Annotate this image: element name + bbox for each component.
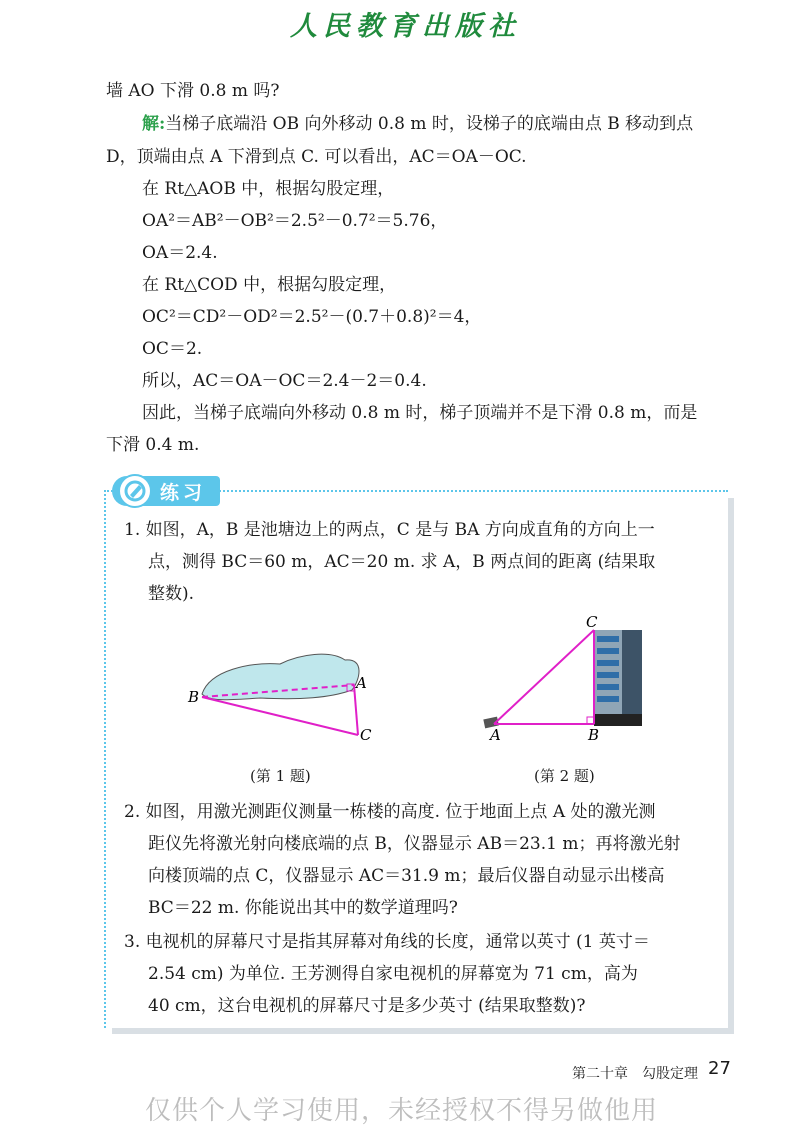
footer-chapter: 第二十章 勾股定理	[572, 1066, 698, 1082]
q1-line-1: 点，测得 BC＝60 m，AC＝20 m. 求 A，B 两点间的距离 (结果取	[148, 552, 656, 572]
solution-line-9: 所以，AC＝OA－OC＝2.4－2＝0.4.	[142, 371, 427, 391]
exercise-title: 练习	[160, 482, 207, 504]
pencil-icon	[120, 476, 150, 506]
figure-1-caption: (第 1 题)	[250, 767, 311, 785]
publisher-logo: 人民教育出版社	[290, 11, 521, 42]
q2-line-1: 距仪先将激光射向楼底端的点 B，仪器显示 AB＝23.1 m；再将激光射	[148, 834, 681, 854]
line-ac	[354, 685, 358, 735]
q1-line-2: 整数).	[148, 584, 195, 604]
solution-line-2: D，顶端由点 A 下滑到点 C. 可以看出，AC＝OA－OC.	[106, 147, 527, 167]
q3-line-0: 3. 电视机的屏幕尺寸是指其屏幕对角线的长度，通常以英寸 (1 英寸＝	[124, 932, 650, 952]
page-number: 27	[708, 1058, 731, 1079]
q3-line-1: 2.54 cm) 为单位. 王芳测得自家电视机的屏幕宽为 71 cm，高为	[148, 964, 638, 984]
q2-line-0: 2. 如图，用激光测距仪测量一栋楼的高度. 位于地面上点 A 处的激光测	[124, 802, 656, 822]
q2-line-3: BC＝22 m. 你能说出其中的数学道理吗?	[148, 898, 458, 918]
solution-line-0: 墙 AO 下滑 0.8 m 吗?	[106, 81, 280, 101]
figure-2-building	[470, 608, 670, 748]
line-bc	[202, 697, 358, 735]
q3-line-2: 40 cm，这台电视机的屏幕尺寸是多少英寸 (结果取整数)?	[148, 996, 586, 1016]
fig2-label-b: B	[588, 726, 600, 744]
figure-1-pond	[180, 640, 440, 760]
figure-2-caption: (第 2 题)	[534, 767, 595, 785]
solution-line-11: 下滑 0.4 m.	[106, 435, 200, 455]
q2-line-2: 向楼顶端的点 C，仪器显示 AC＝31.9 m；最后仪器自动显示出楼高	[148, 866, 665, 886]
fig1-label-a: A	[356, 674, 367, 692]
fig1-label-b: B	[188, 688, 200, 706]
solution-line-7: OC²＝CD²－OD²＝2.5²－(0.7＋0.8)²＝4，	[142, 307, 482, 327]
solution-line-1	[142, 113, 693, 135]
solution-line-10: 因此，当梯子底端向外移动 0.8 m 时，梯子顶端并不是下滑 0.8 m，而是	[142, 403, 698, 423]
watermark: 仅供个人学习使用，未经授权不得另做他用	[145, 1096, 659, 1126]
pond-shape	[202, 654, 359, 700]
fig1-label-c: C	[360, 726, 372, 744]
building	[594, 630, 642, 726]
exercise-icon	[118, 474, 152, 508]
solution-line-6: 在 Rt△COD 中，根据勾股定理，	[142, 275, 397, 295]
right-angle-b	[587, 717, 594, 724]
fig2-label-c: C	[586, 613, 598, 631]
solution-line-3: 在 Rt△AOB 中，根据勾股定理，	[142, 179, 395, 199]
solution-line-5: OA＝2.4.	[142, 243, 218, 263]
line-ac-building	[494, 630, 594, 724]
solution-line-8: OC＝2.	[142, 339, 203, 359]
q1-line-0: 1. 如图，A，B 是池塘边上的两点，C 是与 BA 方向成直角的方向上一	[124, 520, 655, 540]
solution-line-4: OA²＝AB²－OB²＝2.5²－0.7²＝5.76，	[142, 211, 448, 231]
solution-line-1-text: 当梯子底端沿 OB 向外移动 0.8 m 时，设梯子的底端由点 B 移动到点	[165, 114, 694, 134]
solution-label: 解:	[142, 114, 166, 134]
fig2-label-a: A	[490, 726, 501, 744]
